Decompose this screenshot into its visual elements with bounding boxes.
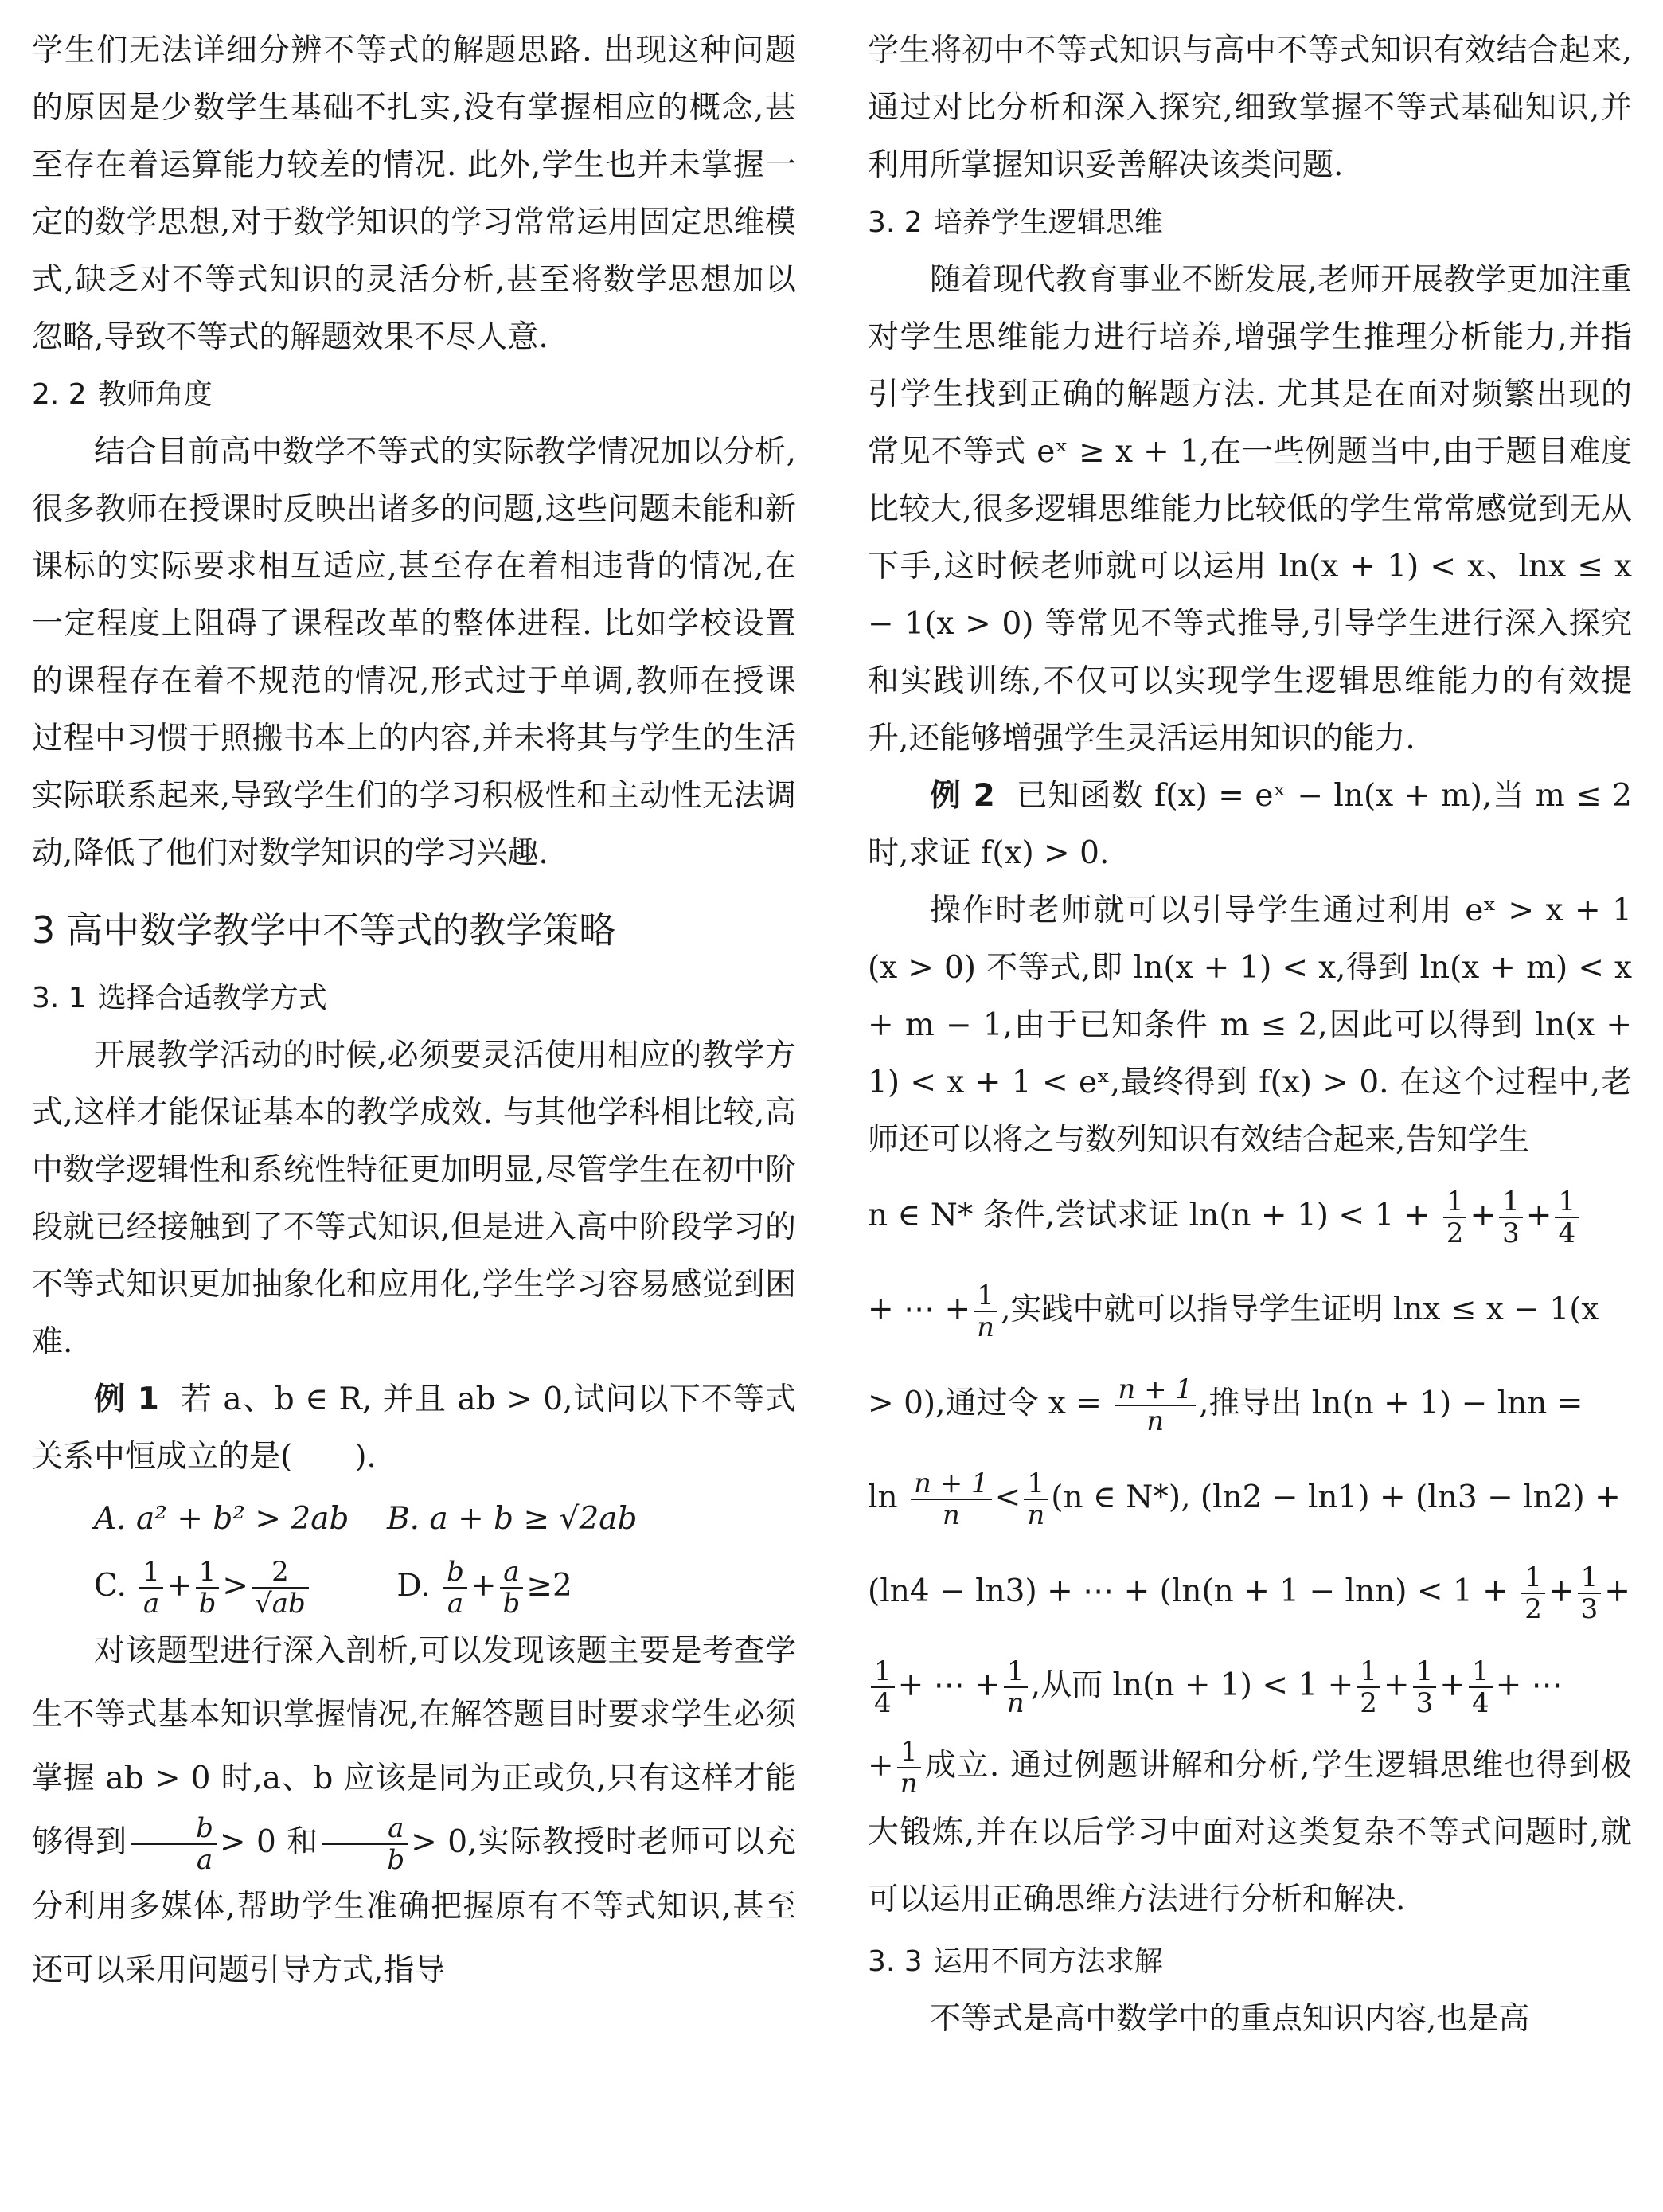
denominator: 4: [874, 1687, 892, 1719]
math-line-7: [868, 1733, 1632, 1933]
fraction-1-over-4: [1469, 1656, 1493, 1718]
denominator: a: [142, 1588, 160, 1620]
fraction-1-over-3: [1578, 1562, 1602, 1624]
plus: +: [1470, 1198, 1497, 1233]
numerator: 1: [196, 1557, 220, 1589]
numerator: n + 1: [911, 1468, 992, 1500]
section-3-1-heading: [32, 970, 796, 1027]
math-text: + ⋯ +: [868, 1292, 971, 1327]
left-column: [32, 22, 796, 2003]
option-d-label: D.: [396, 1568, 431, 1604]
denominator: 4: [1558, 1217, 1576, 1249]
section-title: 选择合适教学方式: [97, 982, 327, 1014]
numerator: a: [322, 1813, 408, 1845]
example-text: 若 a、b ∈ R, 并且 ab > 0,试问以下不等式关系中恒成立的是( ).: [32, 1382, 797, 1475]
numerator: 1: [1499, 1186, 1523, 1218]
fraction-1-over-n: [1024, 1468, 1048, 1530]
math-text: (n ∈ N*), (ln2 − ln1) + (ln3 − ln2) +: [1051, 1479, 1621, 1515]
section-2-2-heading: [32, 366, 796, 424]
denominator: 2: [1524, 1593, 1542, 1625]
section-number: 3. 3: [868, 1945, 923, 1978]
math-text: + ⋯ +: [897, 1667, 1001, 1703]
fraction-1-over-b: [196, 1557, 220, 1619]
numerator: 1: [1357, 1656, 1380, 1688]
numerator: 1: [1443, 1186, 1467, 1218]
math-text: > 0),通过令 x =: [868, 1385, 1102, 1421]
fraction-n1-over-n: [911, 1468, 992, 1530]
paragraph-intro: 学生们无法详细分辨不等式的解题思路. 出现这种问题的原因是少数学生基础不扎实,没有掌握相应的概念,甚至存在着运算能力较差的情况. 此外,学生也并未掌握一定的数学思想,对于数学知识的学习常常运用固定思维模式,缺乏对不等式知识的灵活分析,甚至将数学思想加以忽略,导致不等式的解题效果不尽人意.: [32, 33, 796, 355]
plus: +: [1439, 1667, 1466, 1703]
right-column: [868, 22, 1632, 2048]
numerator: b: [131, 1813, 217, 1845]
paragraph-analysis: [32, 1620, 796, 2003]
numerator: 2: [252, 1557, 309, 1589]
analysis-relation: > 0 和: [219, 1824, 319, 1860]
section-number: 3. 2: [868, 206, 923, 239]
numerator: 1: [1413, 1656, 1437, 1688]
denominator: 2: [1446, 1217, 1464, 1249]
paragraph-2-2: 结合目前高中数学不等式的实际教学情况加以分析,很多教师在授课时反映出诸多的问题,这些问题未能和新课标的实际要求相互适应,甚至存在着相违背的情况,在一定程度上阻碍了课程改革的整体进程. 比如学校设置的课程存在着不规范的情况,形式过于单调,教师在授课过程中习惯于照搬书本上的内容,并未将其与学生的生活实际联系起来,导致学生们的学习积极性和主动性无法调动,降低了他们对数学知识的学习兴趣.: [32, 434, 796, 871]
plus: +: [1525, 1198, 1552, 1233]
section-title: 教师角度: [97, 378, 213, 411]
math-text: n ∈ N* 条件,尝试求证 ln(n + 1) < 1 +: [868, 1198, 1431, 1233]
math-text: ,实践中就可以指导学生证明 lnx ≤ x − 1(x: [1001, 1292, 1599, 1327]
numerator: 1: [1521, 1562, 1545, 1594]
denominator: b: [387, 1844, 405, 1876]
math-text: 成立. 通过例题讲解和分析,学生逻辑思维也得到极大锻炼,并在以后学习中面对这类复杂不等式问题时,就可以运用正确思维方法进行分析和解决.: [868, 1748, 1632, 1917]
math-line-6: [868, 1639, 1632, 1733]
fraction-1-over-4: [1555, 1186, 1579, 1249]
math-text: +: [868, 1748, 894, 1784]
denominator: b: [502, 1588, 521, 1620]
denominator: n: [1146, 1405, 1165, 1437]
option-c: C. $\frac{1}{a}$ + $\frac{1}{b}$ > $\frac{2}{√ab}$: [94, 1553, 387, 1620]
numerator: 1: [897, 1737, 921, 1768]
math-text: + ⋯: [1495, 1667, 1563, 1703]
section-number: 3: [32, 909, 56, 952]
option-c-label: C.: [94, 1568, 127, 1604]
fraction-a-over-b: [322, 1813, 408, 1875]
fraction-1-over-3: [1499, 1186, 1523, 1249]
numerator: 1: [1578, 1562, 1602, 1594]
fraction-2-over-sqrtab: [252, 1557, 309, 1619]
fraction-n1-over-n: [1115, 1374, 1196, 1436]
denominator: n: [942, 1499, 960, 1531]
numerator: 1: [139, 1557, 163, 1589]
plus: +: [1383, 1667, 1410, 1703]
fraction-a-over-b: [500, 1557, 524, 1619]
section-3-2-heading: [868, 194, 1632, 252]
numerator: b: [443, 1557, 467, 1589]
denominator: n: [900, 1768, 918, 1800]
numerator: n + 1: [1115, 1374, 1196, 1406]
math-line-4: [868, 1451, 1632, 1545]
denominator: b: [198, 1588, 217, 1620]
math-line-3: [868, 1357, 1632, 1451]
example-label: 例 2: [930, 778, 995, 814]
denominator: √ab: [255, 1588, 306, 1620]
numerator: 1: [1004, 1656, 1028, 1688]
denominator: n: [1006, 1687, 1025, 1719]
section-title: 高中数学教学中不等式的教学策略: [66, 909, 616, 952]
fraction-1-over-2: [1443, 1186, 1467, 1249]
fraction-1-over-4: [871, 1656, 895, 1718]
fraction-1-over-2: [1357, 1656, 1380, 1718]
option-d: D. $\frac{b}{a}$ + $\frac{a}{b}$ ≥2: [396, 1556, 572, 1620]
fraction-1-over-n: [1004, 1656, 1028, 1718]
option-a: A. a² + b² > 2ab: [94, 1501, 349, 1537]
fraction-1-over-3: [1413, 1656, 1437, 1718]
math-text: ,推导出 ln(n + 1) − lnn =: [1199, 1385, 1583, 1421]
math-text: ln: [868, 1479, 898, 1515]
numerator: 1: [974, 1280, 997, 1312]
example-2: [868, 768, 1632, 882]
section-number: 2. 2: [32, 378, 87, 411]
paragraph-3-1: 开展教学活动的时候,必须要灵活使用相应的教学方式,这样才能保证基本的教学成效. 与其他学科相比较,高中数学逻辑性和系统性特征更加明显,尽管学生在初中阶段就已经接触到了不等式知识,但是进入高中阶段学习的不等式知识更加抽象化和应用化,学生学习容易感觉到困难.: [32, 1038, 796, 1360]
options-row-cd: [32, 1553, 796, 1620]
paragraph-3-3: 不等式是高中数学中的重点知识内容,也是高: [930, 2001, 1530, 2037]
section-title: 运用不同方法求解: [933, 1945, 1163, 1978]
example-label: 例 1: [94, 1382, 159, 1417]
example-text: 已知函数 f(x) = eˣ − ln(x + m),当 m ≤ 2 时,求证 f(x) > 0.: [868, 778, 1632, 871]
fraction-1-over-a: [139, 1557, 163, 1619]
plus: +: [1604, 1573, 1630, 1609]
numerator: 1: [1555, 1186, 1579, 1218]
section-number: 3. 1: [32, 982, 87, 1014]
numerator: 1: [1469, 1656, 1493, 1688]
fraction-1-over-n: [897, 1737, 921, 1799]
paragraph-continued: 学生将初中不等式知识与高中不等式知识有效结合起来,通过对比分析和深入探究,细致掌握不等式基础知识,并利用所掌握知识妥善解决该类问题.: [868, 33, 1632, 183]
relation: >: [222, 1568, 249, 1604]
example-1: [32, 1371, 796, 1486]
section-3-heading: [32, 900, 796, 960]
denominator: a: [196, 1844, 213, 1876]
fraction-1-over-n: [974, 1280, 997, 1342]
fraction-b-over-a: [443, 1557, 467, 1619]
numerator: 1: [1024, 1468, 1048, 1500]
plus: +: [1548, 1573, 1575, 1609]
paragraph-example-2-solution: 操作时老师就可以引导学生通过利用 eˣ > x + 1 (x > 0) 不等式,即 ln(x + 1) < x,得到 ln(x + m) < x + m − 1,由于已知条件 m ≤ 2,因此可以得到 ln(x + 1) < x + 1 < eˣ,最终得到 f(x) > 0. 在这个过程中,老师还可以将之与数列知识有效结合起来,告知学生: [868, 893, 1632, 1158]
options-row-ab: [32, 1486, 796, 1553]
option-b: B. a + b ≥ √2ab: [387, 1501, 638, 1537]
numerator: a: [500, 1557, 524, 1589]
denominator: n: [977, 1311, 995, 1343]
denominator: 4: [1471, 1687, 1489, 1719]
denominator: 2: [1360, 1687, 1377, 1719]
section-title: 培养学生逻辑思维: [933, 206, 1163, 239]
analysis-text-2: > 0,实际教授时老师可以充分利用多媒体,帮助学生准确把握原有不等式知识,甚至还可以采用问题引导方式,指导: [32, 1824, 796, 1988]
math-text: (ln4 − ln3) + ⋯ + (ln(n + 1 − lnn) < 1 +: [868, 1573, 1509, 1609]
math-line-2: [868, 1263, 1632, 1357]
numerator: 1: [871, 1656, 895, 1688]
denominator: a: [447, 1588, 464, 1620]
denominator: n: [1027, 1499, 1045, 1531]
paragraph-3-2: 随着现代教育事业不断发展,老师开展教学更加注重对学生思维能力进行培养,增强学生推理分析能力,并指引学生找到正确的解题方法. 尤其是在面对频繁出现的常见不等式 eˣ ≥ x + 1,在一些例题当中,由于题目难度比较大,很多逻辑思维能力比较低的学生常常感觉到无从下手,这时候老师就可以运用 ln(x + 1) < x、lnx ≤ x − 1(x > 0) 等常见不等式推导,引导学生进行深入探究和实践训练,不仅可以实现学生逻辑思维能力的有效提升,还能够增强学生灵活运用知识的能力.: [868, 262, 1632, 756]
relation: ≥2: [526, 1568, 572, 1604]
analysis-text-1: 对该题型进行深入剖析,可以发现该题主要是考查学生不等式基本知识掌握情况,在解答题目时要求学生必须掌握 ab > 0 时,a、b 应该是同为正或负,只有这样才能够得到: [32, 1633, 796, 1860]
denominator: 3: [1580, 1593, 1599, 1625]
section-3-3-heading: [868, 1933, 1632, 1991]
math-text: ,从而 ln(n + 1) < 1 +: [1030, 1667, 1354, 1703]
math-text: <: [994, 1479, 1021, 1515]
denominator: 3: [1502, 1217, 1520, 1249]
fraction-b-over-a: [131, 1813, 217, 1875]
denominator: 3: [1415, 1687, 1434, 1719]
math-line-5: [868, 1545, 1632, 1639]
math-line-1: [868, 1169, 1632, 1263]
fraction-1-over-2: [1521, 1562, 1545, 1624]
